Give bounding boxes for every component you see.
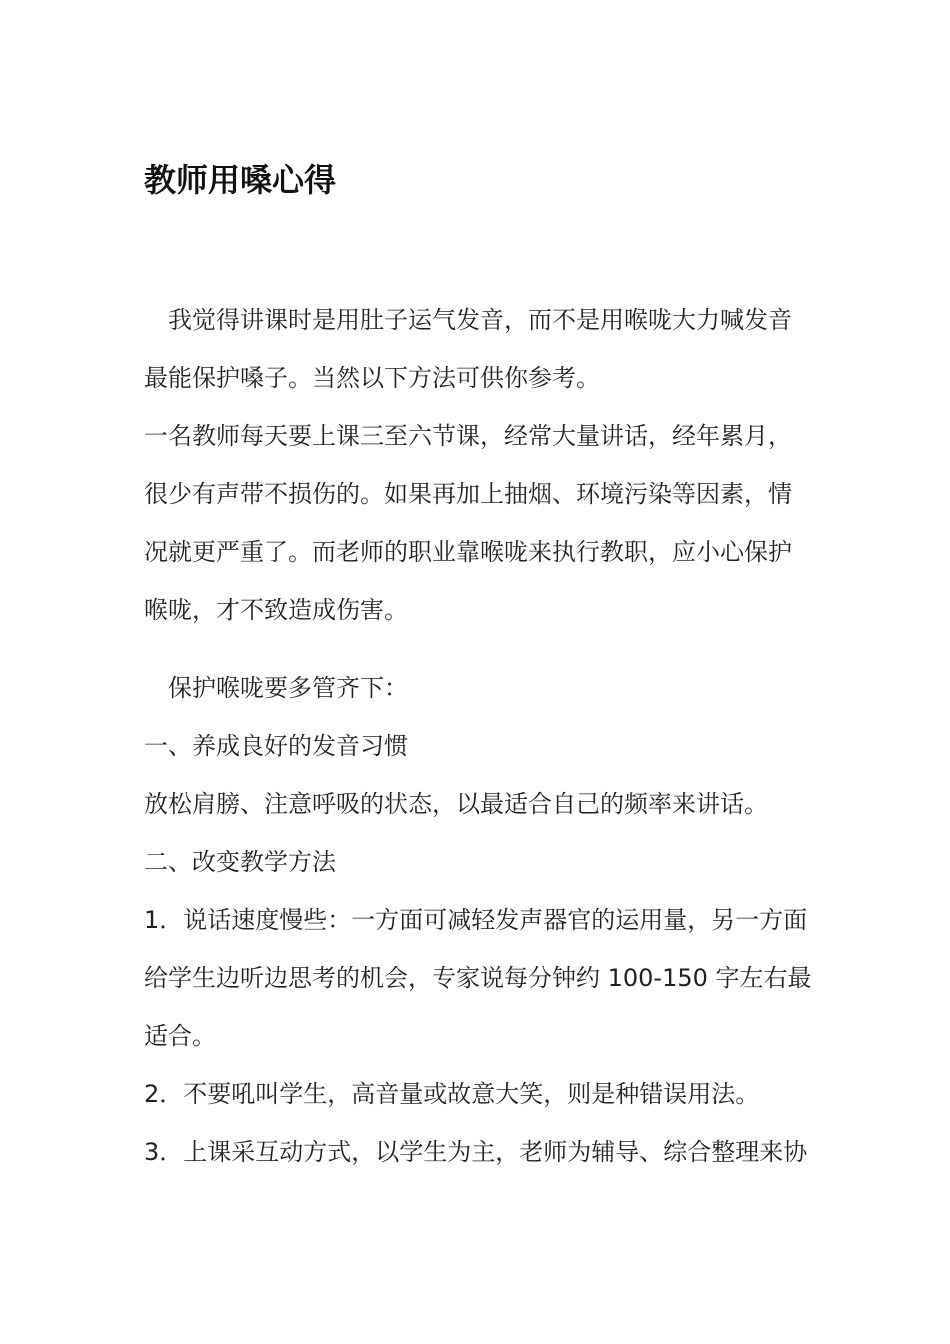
section-heading: 二、改变教学方法 bbox=[144, 848, 336, 876]
paragraph-line: 最能保护嗓子。当然以下方法可供你参考。 bbox=[144, 364, 600, 392]
paragraph-line: 一名教师每天要上课三至六节课，经常大量讲话，经年累月， bbox=[144, 422, 792, 450]
paragraph-line: 很少有声带不损伤的。如果再加上抽烟、环境污染等因素，情 bbox=[144, 480, 792, 508]
list-item-line: 适合。 bbox=[144, 1022, 216, 1050]
list-item-line: 2．不要吼叫学生，高音量或故意大笑，则是种错误用法。 bbox=[144, 1080, 760, 1108]
list-item-line: 3．上课采互动方式，以学生为主，老师为辅导、综合整理来协 bbox=[144, 1138, 808, 1166]
paragraph-line: 况就更严重了。而老师的职业靠喉咙来执行教职，应小心保护 bbox=[144, 538, 792, 566]
paragraph-line: 保护喉咙要多管齐下： bbox=[144, 674, 408, 702]
paragraph-line: 喉咙，才不致造成伤害。 bbox=[144, 596, 408, 624]
document-title: 教师用嗓心得 bbox=[144, 161, 337, 199]
section-heading: 一、养成良好的发音习惯 bbox=[144, 732, 408, 760]
paragraph-line: 放松肩膀、注意呼吸的状态，以最适合自己的频率来讲话。 bbox=[144, 790, 768, 818]
list-item-line: 给学生边听边思考的机会，专家说每分钟约 100-150 字左右最 bbox=[144, 964, 812, 992]
list-item-line: 1．说话速度慢些：一方面可减轻发声器官的运用量，另一方面 bbox=[144, 906, 808, 934]
paragraph-line: 我觉得讲课时是用肚子运气发音，而不是用喉咙大力喊发音 bbox=[144, 306, 792, 334]
